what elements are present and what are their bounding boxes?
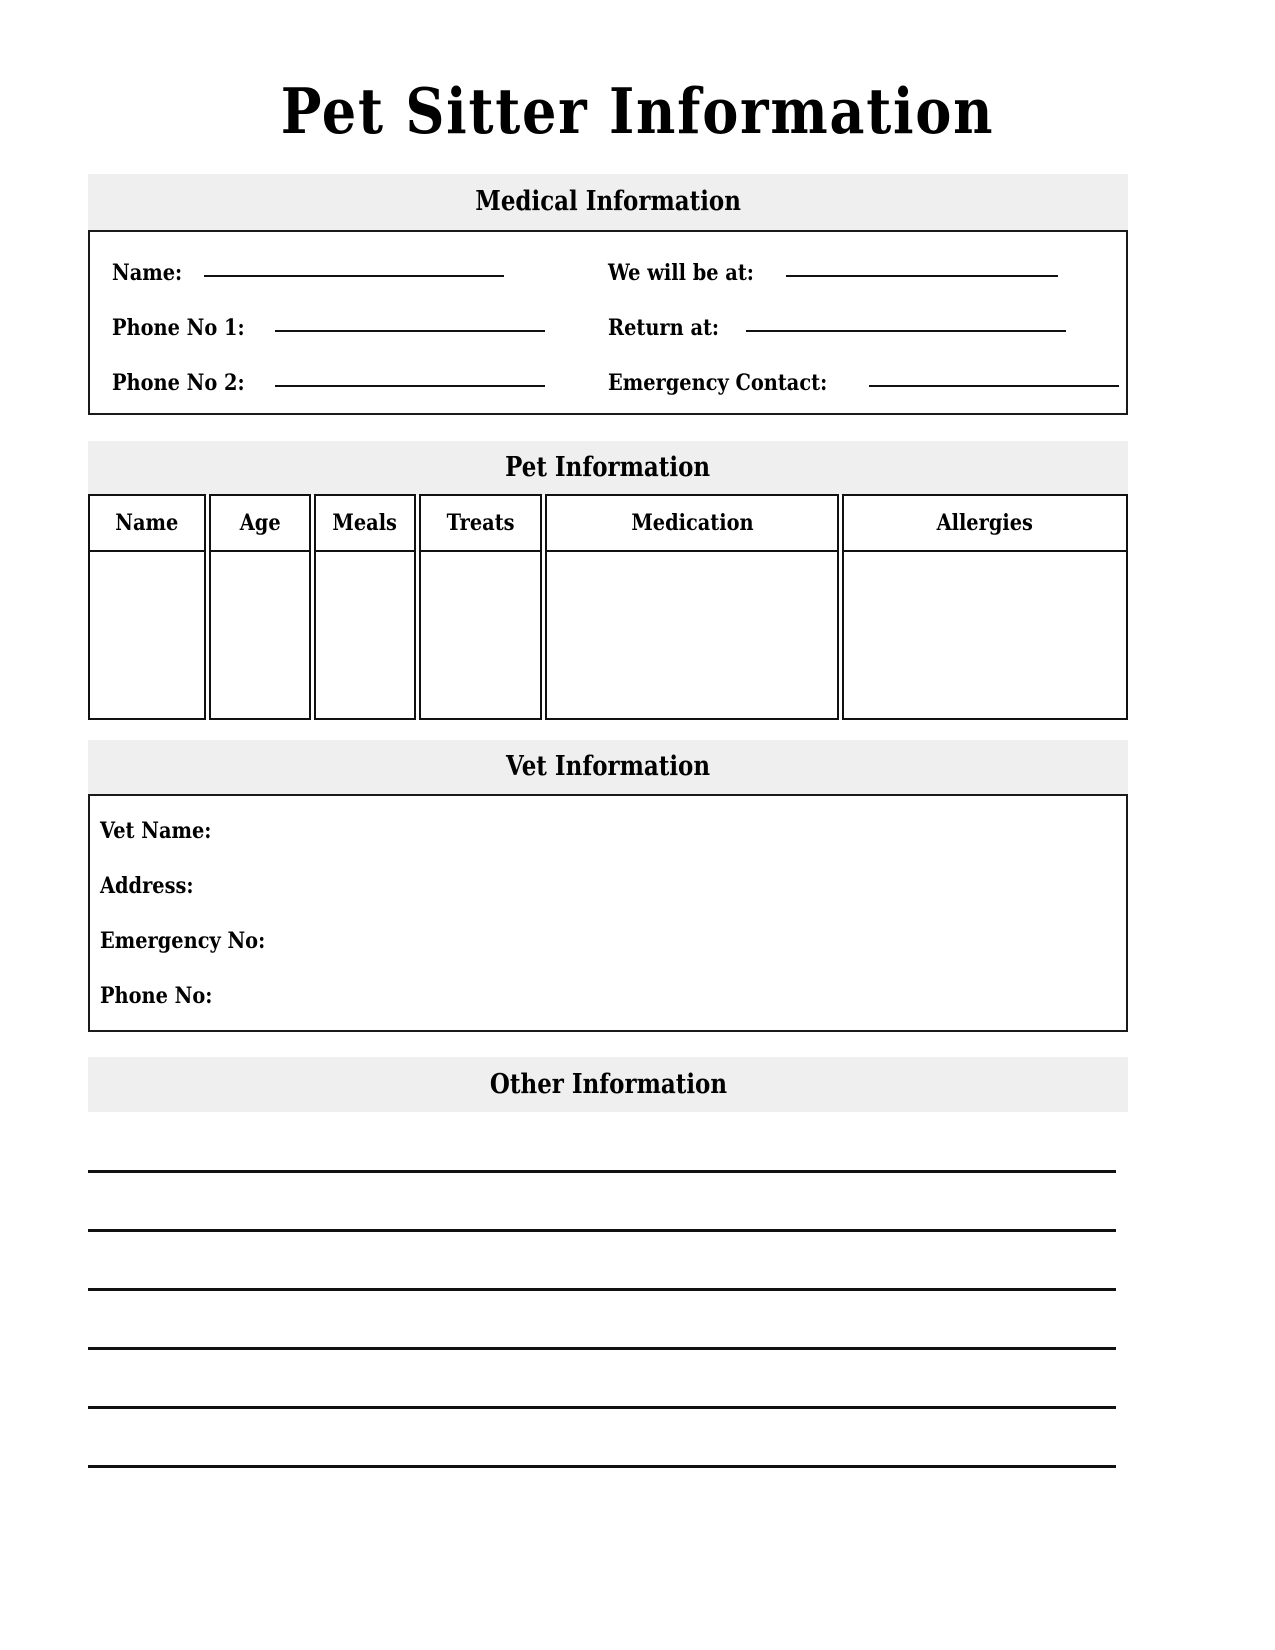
table-header-name: Name xyxy=(88,494,206,552)
table-cell-name[interactable] xyxy=(88,552,206,720)
medical-information-box xyxy=(88,230,1128,415)
field-emergency-contact-label: Emergency Contact: xyxy=(608,370,828,396)
other-information-line-4[interactable] xyxy=(88,1347,1116,1350)
table-header-meals: Meals xyxy=(314,494,416,552)
section-header-other xyxy=(88,1057,1128,1112)
other-information-line-5[interactable] xyxy=(88,1406,1116,1409)
table-header-allergies: Allergies xyxy=(842,494,1128,552)
field-return-at-input[interactable] xyxy=(746,329,1066,332)
other-information-line-1[interactable] xyxy=(88,1170,1116,1173)
field-we-will-be-at-input[interactable] xyxy=(786,274,1058,277)
field-name-label: Name: xyxy=(112,260,183,286)
field-vet-address-label: Address: xyxy=(100,873,194,899)
table-cell-treats[interactable] xyxy=(419,552,542,720)
field-phone-no-1[interactable] xyxy=(112,315,545,341)
field-vet-name-label: Vet Name: xyxy=(100,818,212,844)
section-header-vet xyxy=(88,740,1128,794)
table-header-treats: Treats xyxy=(419,494,542,552)
field-vet-phone-no-label: Phone No: xyxy=(100,983,213,1009)
other-information-line-3[interactable] xyxy=(88,1288,1116,1291)
section-header-medical-label: Medical Information xyxy=(475,186,741,217)
section-header-medical xyxy=(88,174,1128,230)
field-phone-no-2-input[interactable] xyxy=(275,384,545,387)
field-name[interactable] xyxy=(112,260,504,286)
field-we-will-be-at-label: We will be at: xyxy=(608,260,754,286)
field-phone-no-2[interactable] xyxy=(112,370,545,396)
field-return-at-label: Return at: xyxy=(608,315,720,341)
other-information-line-2[interactable] xyxy=(88,1229,1116,1232)
field-return-at[interactable] xyxy=(608,315,1066,341)
field-phone-no-2-label: Phone No 2: xyxy=(112,370,245,396)
table-cell-medication[interactable] xyxy=(545,552,839,720)
table-column-meals xyxy=(314,494,416,720)
section-header-vet-label: Vet Information xyxy=(505,751,711,782)
field-vet-emergency-no-label: Emergency No: xyxy=(100,928,266,954)
table-header-medication: Medication xyxy=(545,494,839,552)
other-information-line-6[interactable] xyxy=(88,1465,1116,1468)
pet-information-table xyxy=(88,494,1128,720)
vet-information-box xyxy=(88,794,1128,1032)
field-we-will-be-at[interactable] xyxy=(608,260,1058,286)
table-cell-age[interactable] xyxy=(209,552,311,720)
table-column-allergies xyxy=(842,494,1128,720)
section-header-pet xyxy=(88,441,1128,495)
table-cell-allergies[interactable] xyxy=(842,552,1128,720)
field-emergency-contact-input[interactable] xyxy=(869,384,1119,387)
section-header-other-label: Other Information xyxy=(489,1069,727,1100)
page-title: Pet Sitter Information xyxy=(280,74,995,148)
table-column-age xyxy=(209,494,311,720)
section-header-pet-label: Pet Information xyxy=(505,452,711,483)
field-emergency-contact[interactable] xyxy=(608,370,1119,396)
field-phone-no-1-label: Phone No 1: xyxy=(112,315,245,341)
field-name-input[interactable] xyxy=(204,274,504,277)
table-column-treats xyxy=(419,494,542,720)
table-header-age: Age xyxy=(209,494,311,552)
table-cell-meals[interactable] xyxy=(314,552,416,720)
table-column-medication xyxy=(545,494,839,720)
table-column-name xyxy=(88,494,206,720)
field-phone-no-1-input[interactable] xyxy=(275,329,545,332)
